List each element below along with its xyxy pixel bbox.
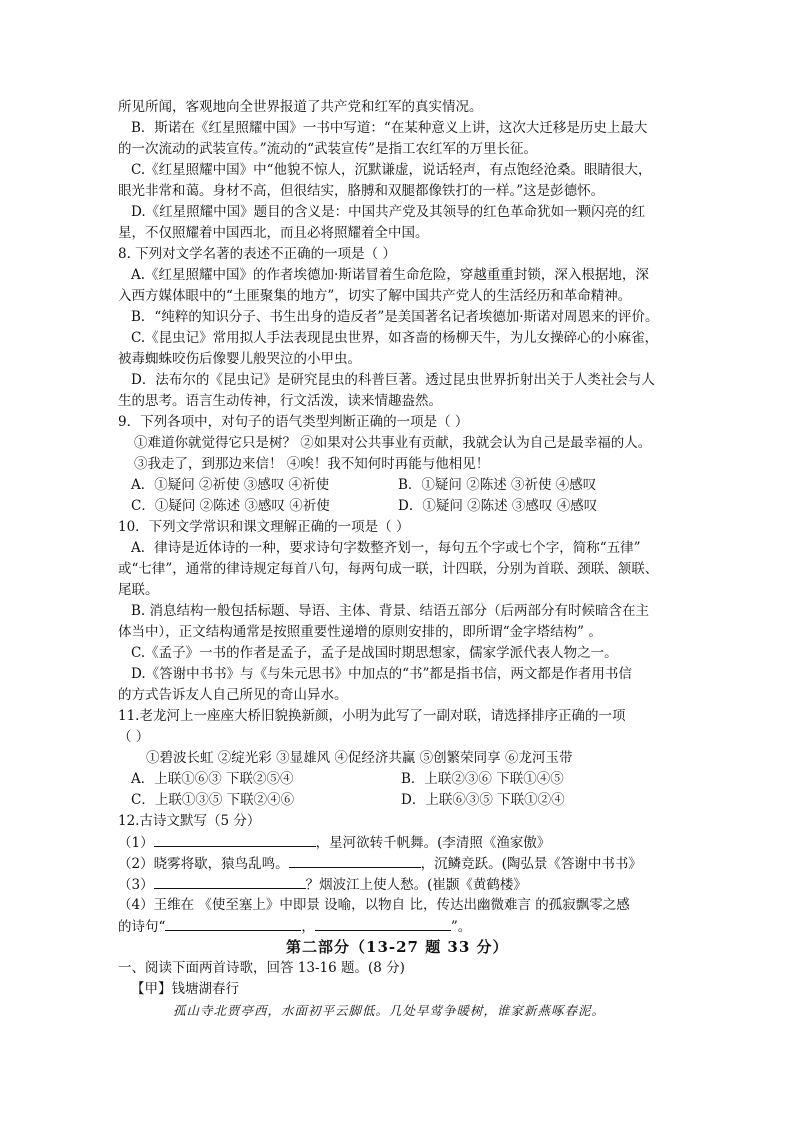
text-line: （4）王维在 《使至塞上》中即景 设喻，以物自 比，传达出幽微难言 的孤寂飘零之感 xyxy=(118,897,630,913)
option-line: C.《昆虫记》常用拟人手法表现昆虫世界，如吝啬的杨柳天牛，为儿女操碎心的小麻雀， xyxy=(131,330,659,346)
text-line: 的一次流动的武装宣传。”流动的“武装宣传”是指工农红军的万里长征。 xyxy=(118,141,537,157)
question-11: 11.老龙河上一座座大桥旧貌换新颜，小明为此写了一副对联，请选择排序正确的一项 xyxy=(118,708,626,724)
option-line: C.《红星照耀中国》中“他貌不惊人，沉默谦虚，说话轻声，有点饱经沧桑。眼睛很大， xyxy=(131,162,652,178)
question-12: 12.古诗文默写（5 分） xyxy=(118,813,261,829)
fill-line-4: 的诗句“ ， ”。 xyxy=(118,916,471,937)
q11-option-b: B．上联②③⑥ 下联①④⑤ xyxy=(401,771,564,787)
option-line: B．“纯粹的知识分子、书生出身的造反者”是美国著名记者埃德加·斯诺对周恩来的评价。 xyxy=(131,309,659,325)
option-line: C.《孟子》一书的作者是孟子，孟子是战国时期思想家，儒家学派代表人物之一。 xyxy=(131,645,618,661)
blank-suffix: ”。 xyxy=(450,919,472,935)
text-line: 尾联。 xyxy=(118,582,159,598)
q11-option-c: C．上联①③⑤ 下联②④⑥ xyxy=(131,792,295,808)
question-9: 9．下列各项中，对句子的语气类型判断正确的一项是（ ） xyxy=(118,414,469,430)
fill-line-2 xyxy=(118,853,642,874)
reading-instruction: 一、阅读下面两首诗歌，回答 13-16 题。(8 分) xyxy=(118,960,405,976)
text-line: 被毒蜘蛛咬伤后像婴儿般哭泣的小甲虫。 xyxy=(118,351,361,367)
text-line: ③我走了，到那边来信！ ④唉！我不知何时再能与他相见！ xyxy=(134,456,490,472)
q9-option-a: A．①疑问 ②祈使 ③感叹 ④祈使 xyxy=(131,477,330,493)
q9-option-b: B．①疑问 ②陈述 ③祈使 ④感叹 xyxy=(398,477,597,493)
poem-text: 孤山寺北贾亭西，水面初平云脚低。几处早莺争暖树，谁家新燕啄春泥。 xyxy=(173,1003,606,1018)
text-line: 眼光非常和蔼。身材不高，但很结实，胳膊和双腿都像铁打的一样。”这是彭德怀。 xyxy=(118,183,605,199)
option-line: D.《红星照耀中国》题目的含义是：中国共产党及其领导的红色革命犹如一颗闪亮的红 xyxy=(131,204,646,220)
answer-blank[interactable] xyxy=(154,832,316,847)
fill-line-1 xyxy=(118,832,550,853)
blank-suffix: ？烟波江上使人愁。(崔颢《黄鹤楼》 xyxy=(305,877,527,893)
blank-prefix: （3） xyxy=(118,877,154,893)
answer-blank[interactable] xyxy=(154,874,306,889)
option-line: A．律诗是近体诗的一种，要求诗句字数整齐划一，每句五个字或七个字，简称“五律” xyxy=(131,540,641,556)
blank-suffix: ，沉鳞竞跃。(陶弘景《答谢中书书》 xyxy=(420,856,642,872)
blank-prefix: 的诗句“ xyxy=(118,919,166,935)
blank-prefix: （1） xyxy=(118,835,154,851)
blank-suffix: ，星河欲转千帆舞。(李清照《渔家傲》 xyxy=(315,835,551,851)
text-line: 入西方媒体眼中的“土匪聚集的地方”，切实了解中国共产党人的生活经历和革命精神。 xyxy=(118,288,632,304)
text-line: 所见所闻，客观地向全世界报道了共产党和红军的真实情况。 xyxy=(118,99,483,115)
answer-blank[interactable] xyxy=(315,916,451,931)
option-line: A.《红星照耀中国》的作者埃德加·斯诺冒着生命危险，穿越重重封锁，深入根据地，深 xyxy=(131,267,649,283)
fill-line-3 xyxy=(118,874,527,895)
question-8: 8. 下列对文学名著的表述不正确的一项是（ ） xyxy=(118,246,396,262)
q9-option-c: C．①疑问 ②陈述 ③感叹 ④祈使 xyxy=(131,498,330,514)
section-2-title: 第二部分（13-27 题 33 分） xyxy=(286,938,509,956)
text-line: 星，不仅照耀着中国西北，而且必将照耀着全中国。 xyxy=(118,225,429,241)
text-line: ①难道你就觉得它只是树？ ②如果对公共事业有贡献，我就会认为自己是最幸福的人。 xyxy=(134,435,652,451)
answer-blank[interactable] xyxy=(165,916,301,931)
text-line: 的方式告诉友人自己所见的奇山异水。 xyxy=(118,687,348,703)
option-line: D.《答谢中书书》与《与朱元思书》中加点的“书”都是指书信，两文都是作者用书信 xyxy=(131,666,632,682)
q11-option-a: A．上联①⑥③ 下联②⑤④ xyxy=(131,771,294,787)
option-line: B．斯诺在《红星照耀中国》一书中写道：“在某种意义上讲，这次大迁移是历史上最大 xyxy=(131,120,648,136)
question-10: 10．下列文学常识和课文理解正确的一项是（ ） xyxy=(118,519,410,535)
text-line: ①碧波长虹 ②绽光彩 ③显雄风 ④促经济共赢 ⑤创繁荣同享 ⑥龙河玉带 xyxy=(146,750,573,766)
text-line: （ ） xyxy=(118,729,150,745)
poem-title: 【甲】钱塘湖春行 xyxy=(131,981,239,997)
text-line: 体当中），正文结构通常是按照重要性递增的原则安排的，即所谓“金字塔结构” 。 xyxy=(118,624,602,640)
text-line: 生的思考。语言生动传神，行文活泼，读来情趣盎然。 xyxy=(118,393,442,409)
answer-blank[interactable] xyxy=(289,853,421,868)
blank-prefix: （2）晓雾将歇，猿鸟乱鸣。 xyxy=(118,856,289,872)
q11-option-d: D．上联⑥③⑤ 下联①②④ xyxy=(401,792,565,808)
text-line: 或“七律”，通常的律诗规定每首八句，每两句成一联，计四联，分别为首联、颈联、颔联、 xyxy=(118,561,659,577)
q9-option-d: D．①疑问 ②陈述 ③感叹 ④感叹 xyxy=(398,498,598,514)
option-line: D．法布尔的《昆虫记》是研究昆虫的科普巨著。透过昆虫世界折射出关于人类社会与人 xyxy=(131,372,655,388)
option-line: B. 消息结构一般包括标题、导语、主体、背景、结语五部分（后两部分有时候暗含在主 xyxy=(131,603,650,619)
